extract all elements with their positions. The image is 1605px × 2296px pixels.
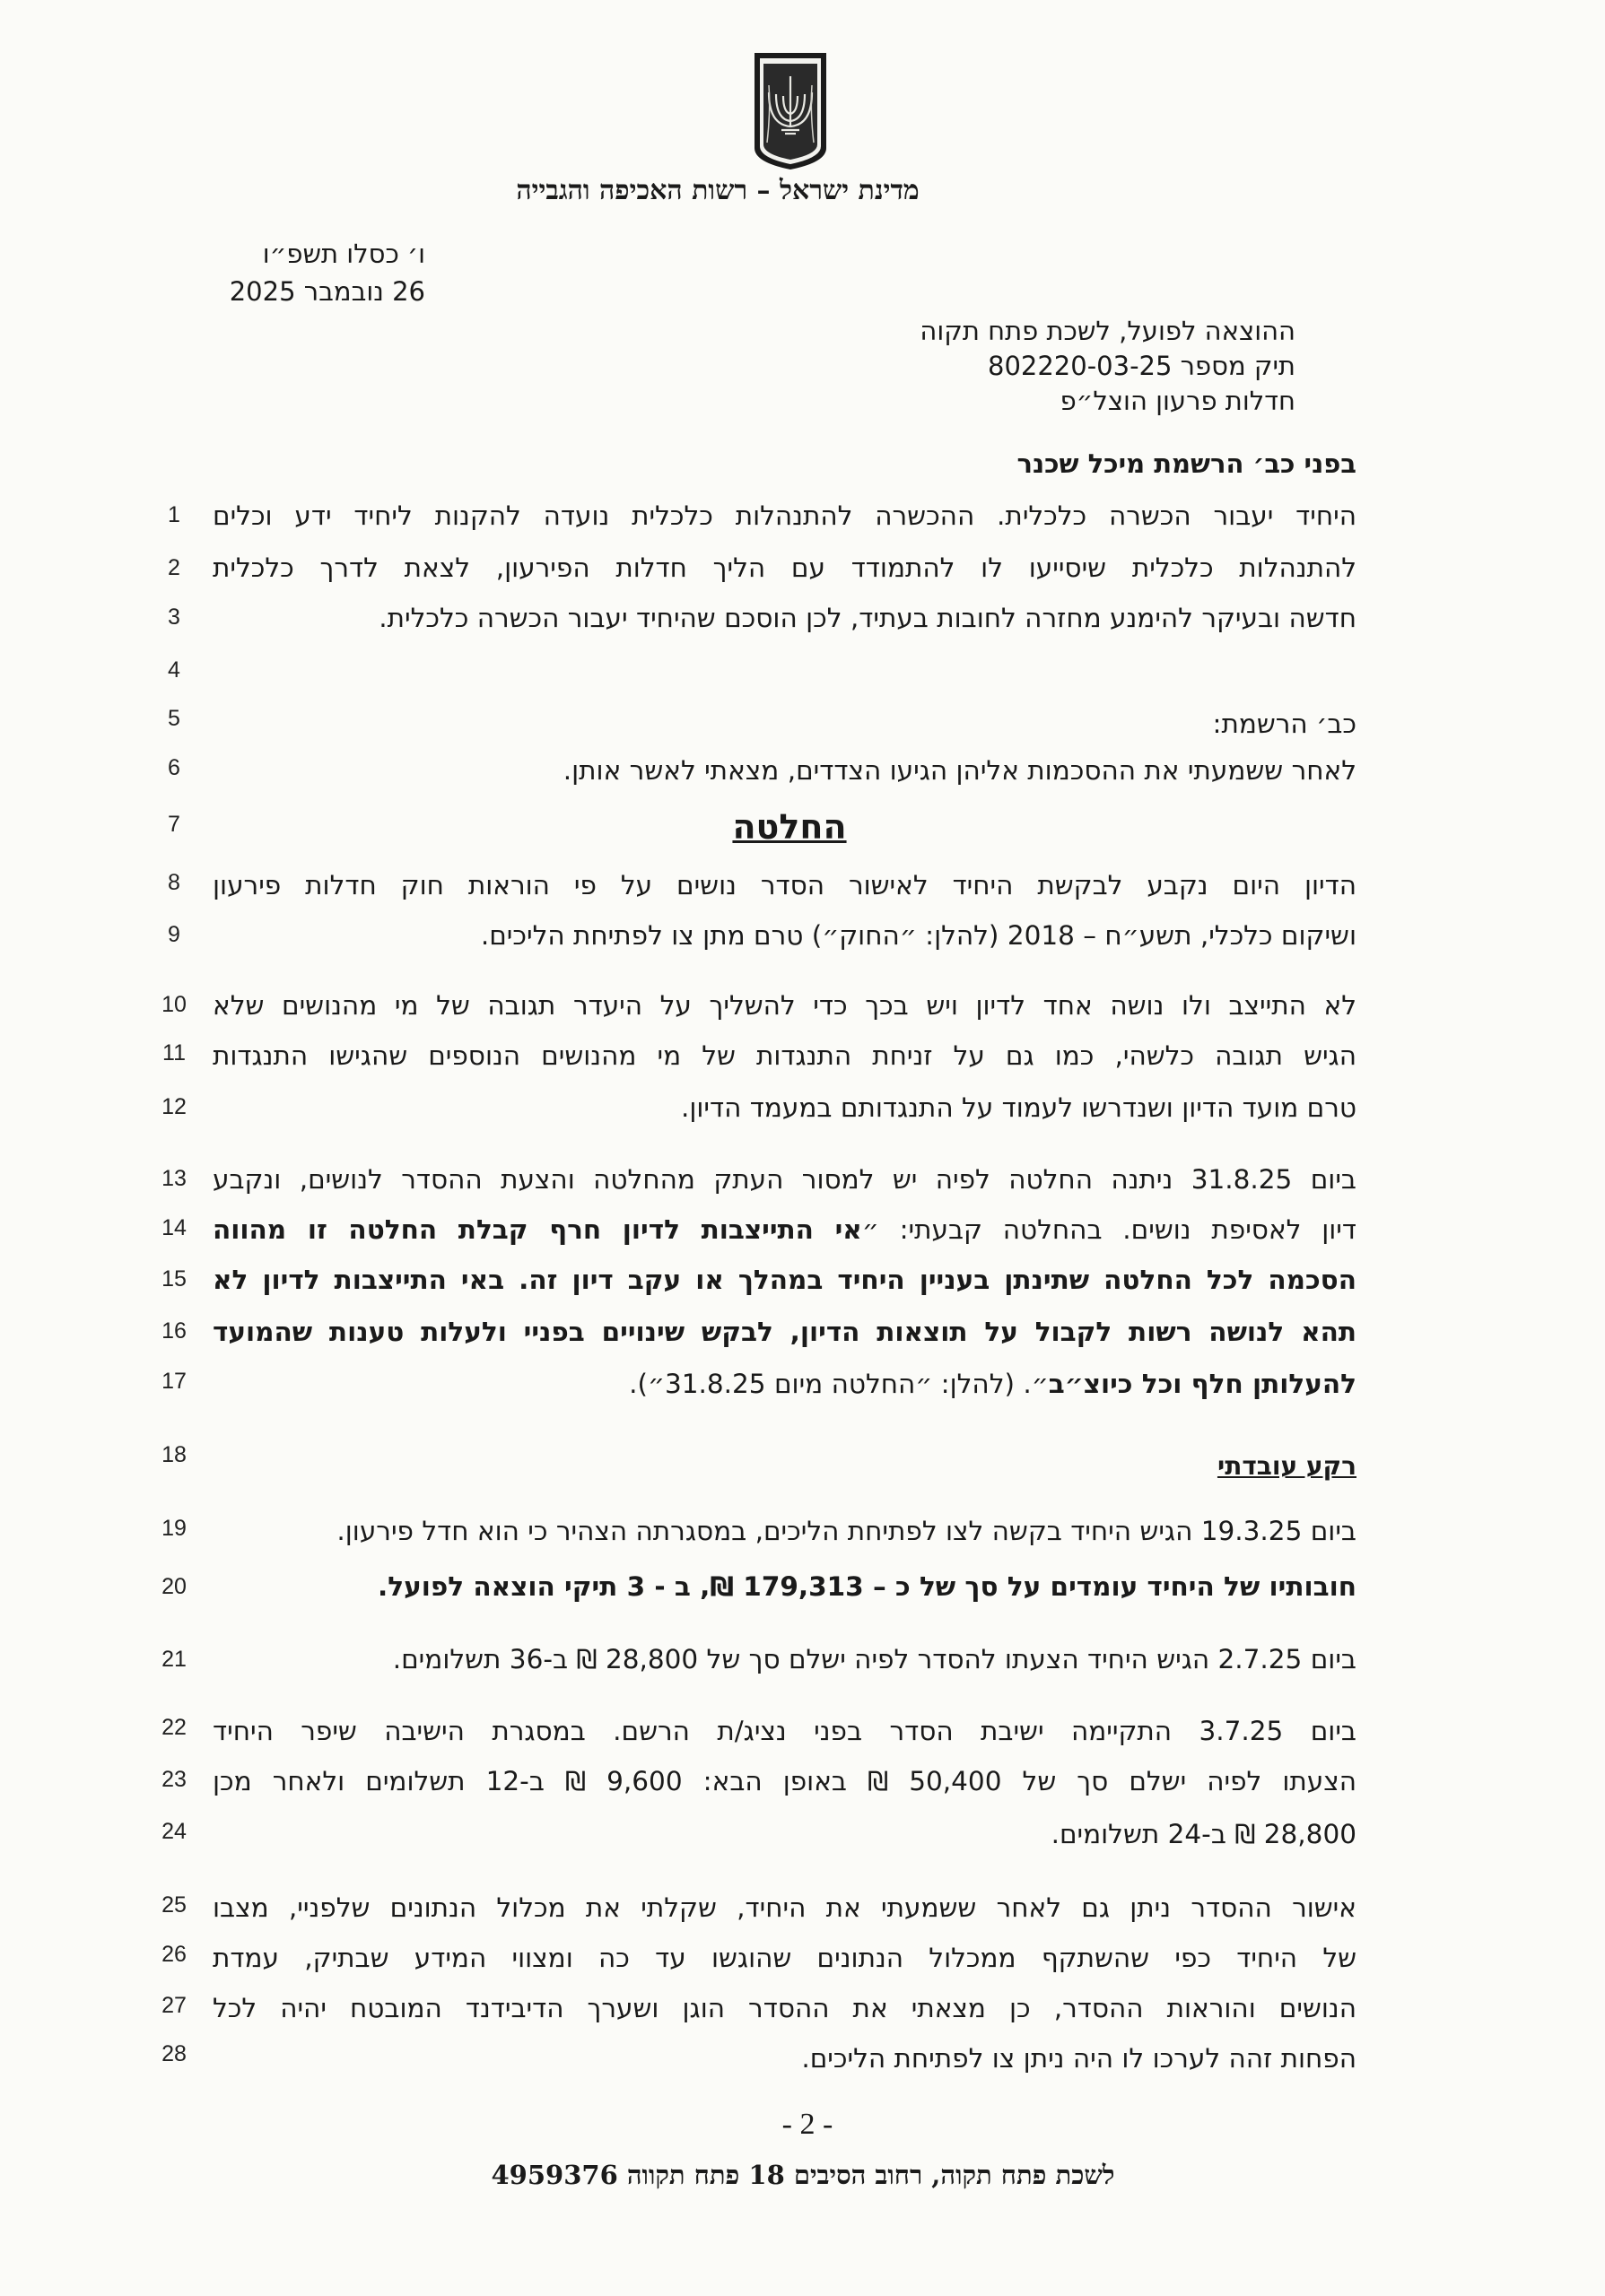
gregorian-date: 26 נובמבר 2025 [229,276,425,307]
footer-address: לשכת פתח תקוה, רחוב הסיבים 18 פתח תקווה 4959376 [491,2160,1115,2190]
line-number: 2 [168,555,180,580]
line-number: 20 [161,1574,187,1599]
line-number: 12 [161,1094,187,1119]
body-line: הנושים והוראות ההסדר, כן מצאתי את ההסדר הוגן ושערך הדיבידנד המובטח יהיה לכל [213,1993,1356,2023]
body-line: ביום 2.7.25 הגיש היחיד הצעתו להסדר לפיה ישלם סך של 28,800 ₪ ב-36 תשלומים. [392,1644,1356,1674]
body-line: ביום 31.8.25 ניתנה החלטה לפיה יש למסור העתק מהחלטה והצעת ההסדר לנושים, ונקבע [213,1164,1356,1195]
body-line: הצעתו לפיה ישלם סך של 50,400 ₪ באופן הבא: 9,600 ₪ ב-12 תשלומים ולאחר מכן [213,1766,1357,1796]
body-line: ביום 19.3.25 הגיש היחיד בקשה לצו לפתיחת הליכים, במסגרתה הצהיר כי הוא חדל פירעון. [336,1516,1356,1546]
line-number: 7 [168,812,180,837]
body-line: הדיון היום נקבע לבקשת היחיד לאישור הסדר נושים על פי הוראות חוק חדלות פירעון [213,870,1356,900]
line-number: 13 [161,1166,187,1191]
line-number: 23 [161,1767,187,1792]
body-text: ״. (להלן: ״החלטה מיום 31.8.25״). [629,1369,1049,1399]
line-number: 16 [161,1318,187,1344]
line-number: 1 [168,502,180,527]
line-number: 4 [168,657,180,683]
line-number: 22 [161,1715,187,1740]
date-block [192,235,425,310]
quoted-bold-line: תהא לנושה רשות לקבול על תוצאות הדיון, לבקש שינויים בפניי ולעלות טענות שהמועד [213,1317,1356,1347]
body-line: ושיקום כלכלי, תשע״ח – 2018 (להלן: ״החוק״) טרם מתן צו לפתיחת הליכים. [480,920,1356,951]
line-number: 10 [161,992,187,1017]
debt-summary-line: חובותיו של היחיד עומדים על סך של כ – 179,313 ₪, ב - 3 תיקי הוצאה לפועל. [378,1571,1356,1602]
body-line: 28,800 ₪ ב-24 תשלומים. [1051,1819,1356,1849]
body-line: חדשה ובעיקר להימנע מחזרה לחובות בעתיד, לכן הוסכם שהיחיד יעבור הכשרה כלכלית. [379,603,1356,633]
body-line: הגיש תגובה כלשהי, כמו גם על זניחת התנגדות של מי מהנושים הנוספים שהגישו התנגדות [213,1040,1356,1071]
hebrew-date: ו׳ כסלו תשפ״ו [262,239,425,269]
office-name: ההוצאה לפועל, לשכת פתח תקוה [920,316,1295,346]
line-number: 5 [168,706,180,731]
line-number: 18 [161,1442,187,1467]
quoted-bold-text: להעלותן חלף וכל כיוצ״ב [1048,1369,1356,1399]
body-line: אישור ההסדר ניתן גם לאחר ששמעתי את היחיד, שקלתי את מכלול הנתונים שלפניי, מצבו [213,1892,1356,1923]
line-number: 24 [161,1819,187,1844]
proceeding-type: חדלות פרעון הוצל״פ [1060,386,1295,416]
line-number: 17 [161,1369,187,1394]
line-number: 21 [161,1647,187,1672]
factual-background-heading: רקע עובדתי [1217,1451,1356,1481]
line-number: 9 [168,922,180,947]
line-number: 14 [161,1215,187,1240]
line-number: 27 [161,1993,187,2018]
body-line: של היחיד כפי שהשתקף ממכלול הנתונים שהוגשו עד כה ומצווי המידע שבתיק, עמדת [213,1943,1356,1973]
line-number: 25 [161,1892,187,1918]
line-number: 3 [168,604,180,630]
body-line: היחיד יעבור הכשרה כלכלית. ההכשרה להתנהלות כלכלית נועדה להקנות ליחיד ידע וכלים [213,500,1356,531]
quoted-bold-line: הסכמה לכל החלטה שתינתן בעניין היחיד במהלך או עקב דיון זה. באי התייצבות לדיון לא [213,1265,1356,1295]
speaker-label: כב׳ הרשמת: [1212,709,1356,739]
line-number: 15 [161,1266,187,1292]
body-line: להתנהלות כלכלית שיסייעו לו להתמודד עם הליך חדלות הפירעון, לצאת לדרך כלכלית [213,552,1356,583]
page-number: - 2 - [781,2108,833,2141]
body-line: טרם מועד הדיון ושנדרשו לעמוד על התנגדותם במעמד הדיון. [680,1092,1356,1123]
decision-heading: החלטה [732,807,847,847]
body-line: לאחר ששמעתי את ההסכמות אליהן הגיעו הצדדים, מצאתי לאשר אותן. [563,755,1356,786]
judge-line: בפני כב׳ הרשמת מיכל שכנר [1016,448,1356,479]
case-header [667,314,1295,419]
body-line: הפחות זהה לערכו לו היה ניתן צו לפתיחת הליכים. [801,2043,1356,2074]
line-number: 28 [161,2041,187,2066]
line-number: 6 [168,755,180,780]
line-number: 19 [161,1516,187,1541]
body-line [213,1214,1356,1245]
line-number: 26 [161,1942,187,1967]
line-number: 11 [162,1040,186,1065]
body-text: דיון לאסיפת נושים. בהחלטה קבעתי: ״ [861,1214,1356,1245]
case-number: תיק מספר 802220-03-25 [988,351,1295,381]
body-line [213,1369,1356,1399]
quoted-bold-text: אי התייצבות לדיון חרף קבלת החלטה זו מהווה [213,1214,862,1245]
line-number: 8 [168,870,180,895]
body-line: ביום 3.7.25 התקיימה ישיבת הסדר בפני נציג/ת הרשם. במסגרת הישיבה שיפר היחיד [213,1716,1356,1746]
state-emblem-icon [749,49,832,173]
body-line: לא התייצב ולו נושה אחד לדיון ויש בכך כדי להשליך על היעדר תגובה של מי מהנושים שלא [213,990,1356,1021]
agency-title: מדינת ישראל – רשות האכיפה והגבייה [516,175,920,206]
